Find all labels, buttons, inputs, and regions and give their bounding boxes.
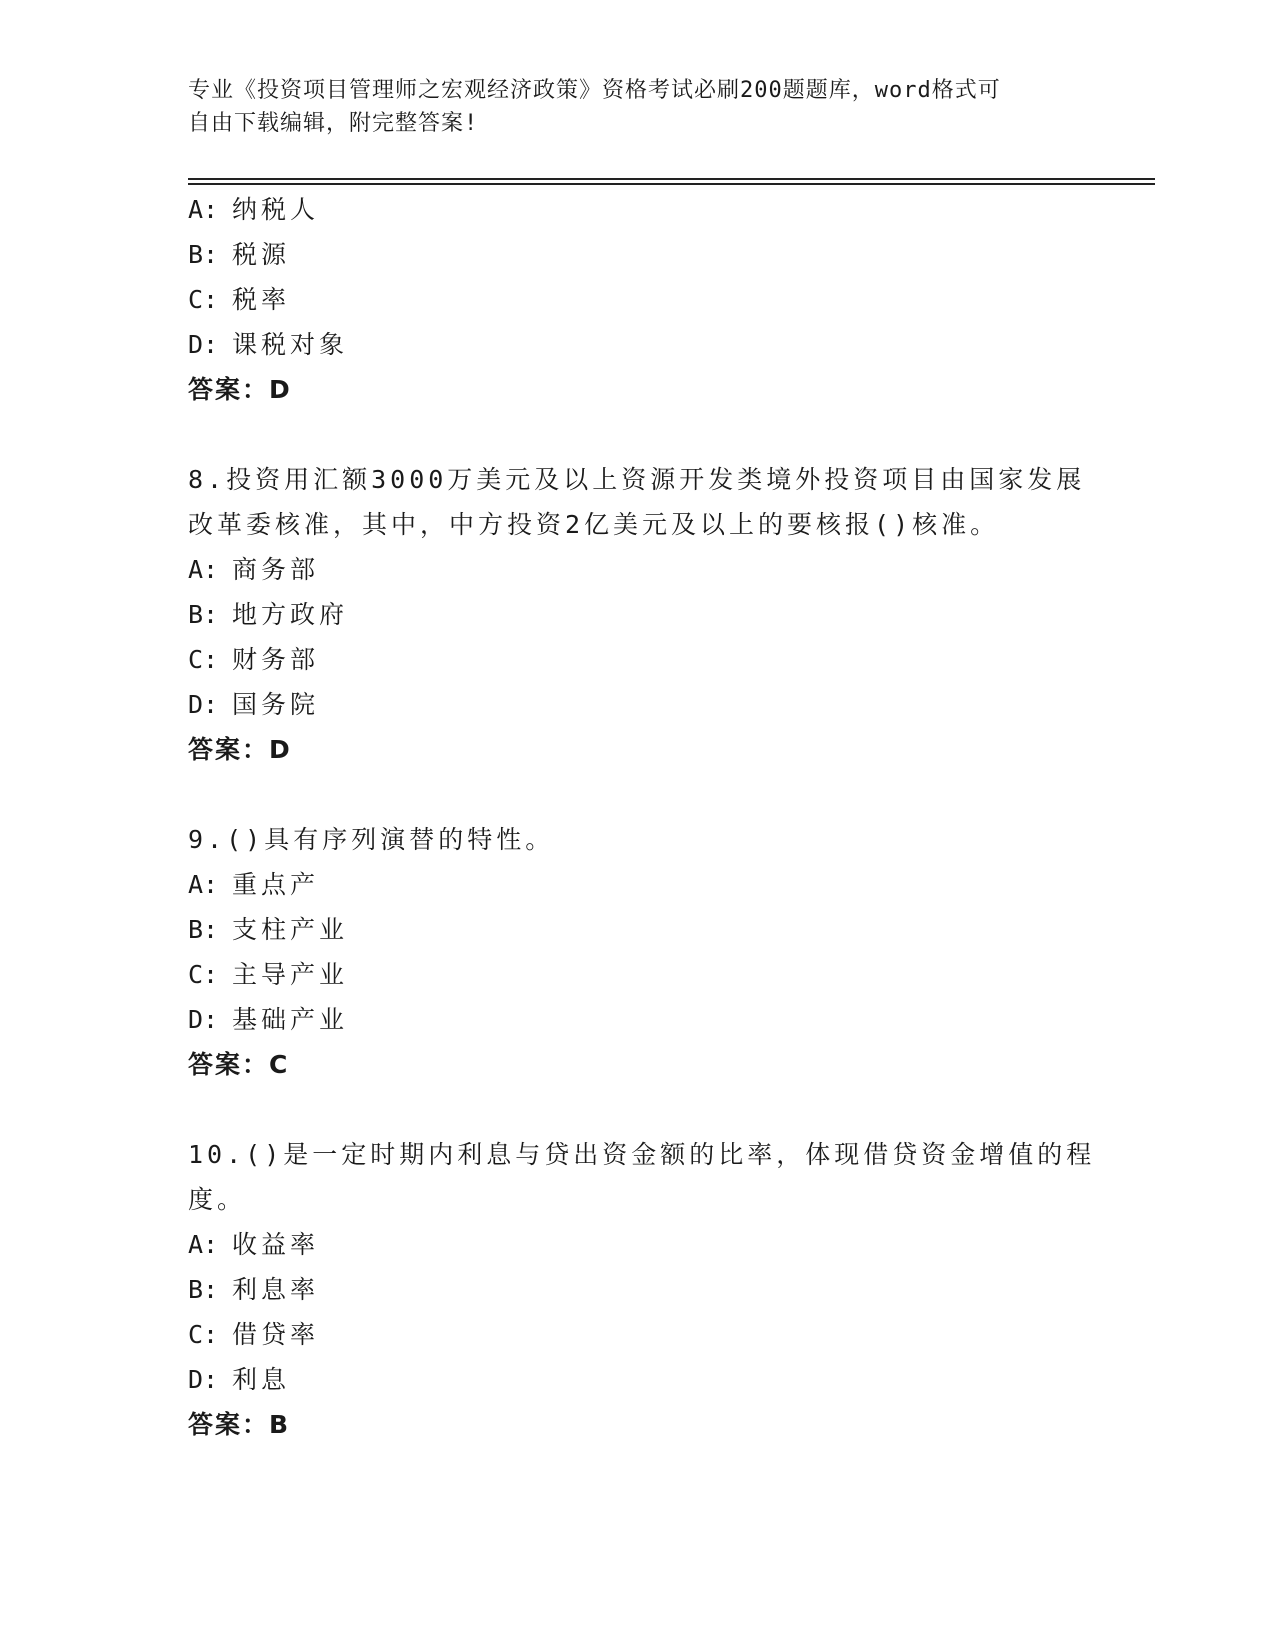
option-text: 利息率 (232, 1275, 320, 1304)
option-text: 商务部 (232, 555, 320, 584)
option-letter: C: (188, 285, 219, 314)
option-letter: A: (188, 195, 219, 224)
q9-option-b (188, 914, 348, 946)
q7-option-b (188, 239, 290, 271)
q7-option-a (188, 194, 319, 226)
option-letter: B: (188, 915, 219, 944)
option-text: 重点产 (232, 870, 320, 899)
option-text: 税源 (232, 240, 291, 269)
option-text: 国务院 (232, 690, 320, 719)
q10-option-c (188, 1319, 319, 1351)
header-line-2: 自由下载编辑，附完整答案! (188, 111, 479, 136)
q8-stem-line-2: 改革委核准，其中，中方投资2亿美元及以上的要核报()核准。 (188, 510, 1000, 539)
option-letter: A: (188, 870, 219, 899)
q8-answer: 答案：D (188, 735, 292, 764)
option-letter: C: (188, 1320, 219, 1349)
header-divider-bottom (188, 183, 1155, 185)
q10-stem-line-2: 度。 (188, 1185, 247, 1214)
q9-option-d (188, 1004, 348, 1036)
option-text: 收益率 (232, 1230, 320, 1259)
q8-option-c (188, 644, 319, 676)
option-text: 利息 (232, 1365, 291, 1394)
header-divider-top (188, 178, 1155, 180)
q9-answer: 答案：C (188, 1050, 290, 1079)
option-text: 主导产业 (232, 960, 349, 989)
option-letter: D: (188, 330, 219, 359)
option-letter: D: (188, 1365, 219, 1394)
option-text: 财务部 (232, 645, 320, 674)
q9-option-a (188, 869, 319, 901)
option-letter: C: (188, 960, 219, 989)
option-letter: A: (188, 1230, 219, 1259)
q8-option-d (188, 689, 319, 721)
option-text: 支柱产业 (232, 915, 349, 944)
option-text: 课税对象 (232, 330, 349, 359)
option-text: 税率 (232, 285, 291, 314)
q9-option-c (188, 959, 348, 991)
option-letter: B: (188, 600, 219, 629)
q7-answer: 答案：D (188, 375, 292, 404)
q10-answer: 答案：B (188, 1410, 291, 1439)
q10-option-d (188, 1364, 290, 1396)
q10-option-a (188, 1229, 319, 1261)
q8-stem-line-1: 8.投资用汇额3000万美元及以上资源开发类境外投资项目由国家发展 (188, 465, 1086, 494)
option-letter: D: (188, 1005, 219, 1034)
option-letter: B: (188, 240, 219, 269)
q7-option-d (188, 329, 348, 361)
q8-option-a (188, 554, 319, 586)
option-letter: C: (188, 645, 219, 674)
option-text: 纳税人 (232, 195, 320, 224)
option-letter: A: (188, 555, 219, 584)
option-text: 地方政府 (232, 600, 349, 629)
q9-stem-line-1: 9.()具有序列演替的特性。 (188, 825, 555, 854)
option-text: 基础产业 (232, 1005, 349, 1034)
q8-option-b (188, 599, 348, 631)
option-text: 借贷率 (232, 1320, 320, 1349)
option-letter: D: (188, 690, 219, 719)
document-header (188, 74, 1068, 140)
option-letter: B: (188, 1275, 219, 1304)
q7-option-c (188, 284, 290, 316)
q10-option-b (188, 1274, 319, 1306)
q10-stem-line-1: 10.()是一定时期内利息与贷出资金额的比率，体现借贷资金增值的程 (188, 1140, 1096, 1169)
header-line-1: 专业《投资项目管理师之宏观经济政策》资格考试必刷200题题库，word格式可 (188, 78, 1001, 103)
